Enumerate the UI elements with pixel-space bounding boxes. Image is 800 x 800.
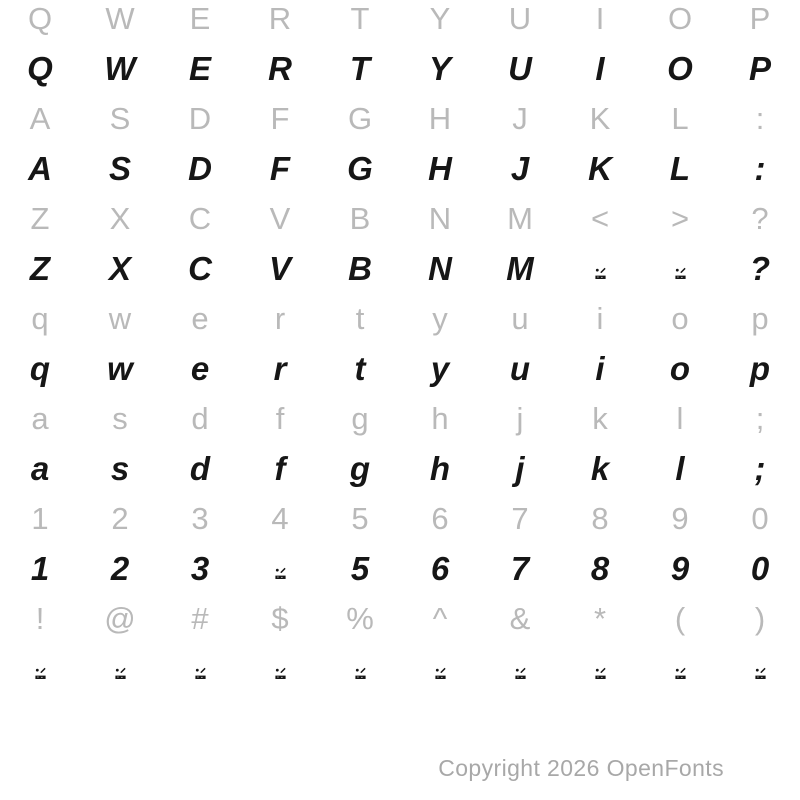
broken-glyph-icon bbox=[515, 667, 526, 680]
sample-glyph: S bbox=[108, 150, 131, 187]
reference-glyph: G bbox=[347, 101, 373, 136]
reference-glyph: a bbox=[31, 401, 49, 436]
reference-glyph: < bbox=[590, 201, 610, 236]
reference-glyph: L bbox=[671, 101, 689, 136]
sample-glyph: U bbox=[508, 50, 532, 87]
reference-glyph: 0 bbox=[751, 501, 769, 536]
sample-glyph: 3 bbox=[190, 550, 210, 587]
missing-glyph-cell bbox=[640, 644, 720, 694]
reference-glyph: R bbox=[268, 1, 292, 36]
sample-glyph: G bbox=[347, 150, 373, 187]
reference-glyph: ( bbox=[674, 601, 686, 636]
reference-glyph: T bbox=[350, 1, 370, 36]
sample-glyph: D bbox=[188, 150, 212, 187]
sample-glyph: H bbox=[428, 150, 452, 187]
reference-glyph: g bbox=[351, 401, 369, 436]
reference-glyph: ^ bbox=[432, 601, 448, 636]
reference-glyph: r bbox=[274, 301, 286, 336]
reference-glyph: d bbox=[191, 401, 209, 436]
missing-glyph-cell bbox=[560, 244, 640, 294]
reference-glyph: 4 bbox=[271, 501, 289, 536]
sample-glyph-row bbox=[0, 644, 800, 694]
sample-glyph: Y bbox=[428, 50, 451, 87]
sample-glyph: M bbox=[506, 250, 534, 287]
reference-glyph: N bbox=[428, 201, 452, 236]
missing-glyph-cell bbox=[720, 644, 800, 694]
sample-glyph-row bbox=[0, 444, 800, 494]
reference-glyph: 1 bbox=[31, 501, 49, 536]
sample-glyph: W bbox=[104, 50, 136, 87]
reference-glyph: H bbox=[428, 101, 452, 136]
reference-glyph: # bbox=[191, 601, 209, 636]
sample-glyph: f bbox=[274, 450, 286, 487]
reference-glyph: w bbox=[108, 301, 132, 336]
reference-glyph: M bbox=[507, 201, 533, 236]
sample-glyph: 6 bbox=[430, 550, 450, 587]
sample-glyph: 5 bbox=[350, 550, 370, 587]
reference-glyph: > bbox=[670, 201, 690, 236]
sample-glyph: L bbox=[669, 150, 691, 187]
reference-glyph: $ bbox=[271, 601, 289, 636]
sample-glyph: d bbox=[189, 450, 211, 487]
missing-glyph-cell bbox=[160, 644, 240, 694]
missing-glyph-cell bbox=[240, 644, 320, 694]
sample-glyph: k bbox=[590, 450, 610, 487]
reference-glyph: j bbox=[516, 401, 524, 436]
reference-glyph: U bbox=[508, 1, 532, 36]
reference-glyph: : bbox=[755, 101, 765, 136]
reference-glyph: V bbox=[269, 201, 291, 236]
sample-glyph-row bbox=[0, 244, 800, 294]
sample-glyph: ; bbox=[754, 450, 766, 487]
reference-glyph: 5 bbox=[351, 501, 369, 536]
sample-glyph: q bbox=[29, 350, 51, 387]
reference-glyph: % bbox=[346, 601, 374, 636]
reference-glyph: 3 bbox=[191, 501, 209, 536]
sample-glyph: B bbox=[348, 250, 372, 287]
broken-glyph-icon bbox=[115, 667, 126, 680]
sample-glyph-row bbox=[0, 344, 800, 394]
reference-glyph: A bbox=[29, 101, 51, 136]
sample-glyph: h bbox=[429, 450, 451, 487]
sample-glyph: Q bbox=[27, 50, 53, 87]
reference-glyph: F bbox=[270, 101, 290, 136]
sample-glyph: V bbox=[268, 250, 291, 287]
reference-glyph-row bbox=[0, 594, 800, 644]
reference-glyph: ? bbox=[751, 201, 769, 236]
missing-glyph-cell bbox=[640, 244, 720, 294]
sample-glyph: y bbox=[430, 350, 450, 387]
sample-glyph: w bbox=[107, 350, 133, 387]
reference-glyph: y bbox=[432, 301, 448, 336]
reference-glyph: Z bbox=[30, 201, 50, 236]
sample-glyph: A bbox=[28, 150, 52, 187]
sample-glyph: : bbox=[754, 150, 766, 187]
broken-glyph-icon bbox=[675, 667, 686, 680]
reference-glyph: h bbox=[431, 401, 449, 436]
broken-glyph-icon bbox=[595, 267, 606, 280]
sample-glyph: 1 bbox=[30, 550, 50, 587]
sample-glyph: j bbox=[515, 450, 525, 487]
reference-glyph-row bbox=[0, 0, 800, 44]
reference-glyph: 8 bbox=[591, 501, 609, 536]
broken-glyph-icon bbox=[35, 667, 46, 680]
broken-glyph-icon bbox=[355, 667, 366, 680]
reference-glyph: s bbox=[112, 401, 128, 436]
missing-glyph-cell bbox=[0, 644, 80, 694]
missing-glyph-cell bbox=[320, 644, 400, 694]
reference-glyph: K bbox=[589, 101, 611, 136]
reference-glyph: D bbox=[188, 101, 212, 136]
reference-glyph: S bbox=[109, 101, 131, 136]
sample-glyph: 9 bbox=[670, 550, 690, 587]
reference-glyph: 6 bbox=[431, 501, 449, 536]
sample-glyph-row bbox=[0, 544, 800, 594]
missing-glyph-cell bbox=[400, 644, 480, 694]
reference-glyph: E bbox=[189, 1, 211, 36]
reference-glyph: * bbox=[593, 601, 607, 636]
reference-glyph: C bbox=[188, 201, 212, 236]
missing-glyph-cell bbox=[80, 644, 160, 694]
reference-glyph: ) bbox=[754, 601, 766, 636]
sample-glyph: 2 bbox=[110, 550, 130, 587]
reference-glyph: Y bbox=[429, 1, 451, 36]
sample-glyph: O bbox=[667, 50, 693, 87]
reference-glyph: 7 bbox=[511, 501, 529, 536]
reference-glyph: @ bbox=[104, 601, 136, 636]
reference-glyph: i bbox=[596, 301, 604, 336]
sample-glyph: T bbox=[349, 50, 371, 87]
reference-glyph: o bbox=[671, 301, 689, 336]
sample-glyph-row bbox=[0, 44, 800, 94]
broken-glyph-icon bbox=[275, 667, 286, 680]
reference-glyph: e bbox=[191, 301, 209, 336]
sample-glyph: g bbox=[349, 450, 371, 487]
reference-glyph: ! bbox=[35, 601, 45, 636]
reference-glyph: Q bbox=[27, 1, 53, 36]
sample-glyph: R bbox=[268, 50, 292, 87]
reference-glyph: p bbox=[751, 301, 769, 336]
missing-glyph-cell bbox=[480, 644, 560, 694]
sample-glyph: I bbox=[595, 50, 605, 87]
reference-glyph: l bbox=[676, 401, 684, 436]
reference-glyph-row bbox=[0, 294, 800, 344]
reference-glyph: q bbox=[31, 301, 49, 336]
missing-glyph-cell bbox=[560, 644, 640, 694]
broken-glyph-icon bbox=[195, 667, 206, 680]
reference-glyph: O bbox=[667, 1, 693, 36]
broken-glyph-icon bbox=[275, 567, 286, 580]
missing-glyph-cell bbox=[240, 544, 320, 594]
sample-glyph: P bbox=[748, 50, 771, 87]
sample-glyph: J bbox=[510, 150, 530, 187]
reference-glyph: B bbox=[349, 201, 371, 236]
sample-glyph: 0 bbox=[750, 550, 770, 587]
sample-glyph: e bbox=[190, 350, 210, 387]
reference-glyph: I bbox=[595, 1, 605, 36]
broken-glyph-icon bbox=[435, 667, 446, 680]
sample-glyph: t bbox=[354, 350, 366, 387]
sample-glyph: a bbox=[30, 450, 50, 487]
sample-glyph: p bbox=[749, 350, 771, 387]
sample-glyph: s bbox=[110, 450, 130, 487]
reference-glyph: W bbox=[105, 1, 135, 36]
sample-glyph: K bbox=[588, 150, 612, 187]
sample-glyph: C bbox=[188, 250, 212, 287]
reference-glyph: & bbox=[509, 601, 531, 636]
sample-glyph: Z bbox=[29, 250, 51, 287]
reference-glyph: t bbox=[355, 301, 365, 336]
sample-glyph-row bbox=[0, 144, 800, 194]
broken-glyph-icon bbox=[755, 667, 766, 680]
sample-glyph: F bbox=[269, 150, 291, 187]
sample-glyph: l bbox=[675, 450, 685, 487]
sample-glyph: i bbox=[595, 350, 605, 387]
sample-glyph: X bbox=[108, 250, 131, 287]
reference-glyph-row bbox=[0, 494, 800, 544]
reference-glyph: 9 bbox=[671, 501, 689, 536]
sample-glyph: ? bbox=[749, 250, 771, 287]
sample-glyph: 8 bbox=[590, 550, 610, 587]
broken-glyph-icon bbox=[675, 267, 686, 280]
copyright-text: Copyright 2026 OpenFonts bbox=[438, 755, 724, 781]
reference-glyph: f bbox=[275, 401, 285, 436]
reference-glyph: u bbox=[511, 301, 529, 336]
sample-glyph: u bbox=[509, 350, 531, 387]
sample-glyph: E bbox=[188, 50, 211, 87]
reference-glyph: X bbox=[109, 201, 131, 236]
sample-glyph: r bbox=[273, 350, 287, 387]
sample-glyph: N bbox=[428, 250, 452, 287]
sample-glyph: o bbox=[669, 350, 691, 387]
reference-glyph: k bbox=[592, 401, 608, 436]
reference-glyph-row bbox=[0, 94, 800, 144]
reference-glyph: ; bbox=[755, 401, 765, 436]
reference-glyph-row bbox=[0, 194, 800, 244]
reference-glyph-row bbox=[0, 394, 800, 444]
broken-glyph-icon bbox=[595, 667, 606, 680]
sample-glyph: 7 bbox=[510, 550, 530, 587]
reference-glyph: P bbox=[749, 1, 771, 36]
reference-glyph: 2 bbox=[111, 501, 129, 536]
reference-glyph: J bbox=[512, 101, 528, 136]
